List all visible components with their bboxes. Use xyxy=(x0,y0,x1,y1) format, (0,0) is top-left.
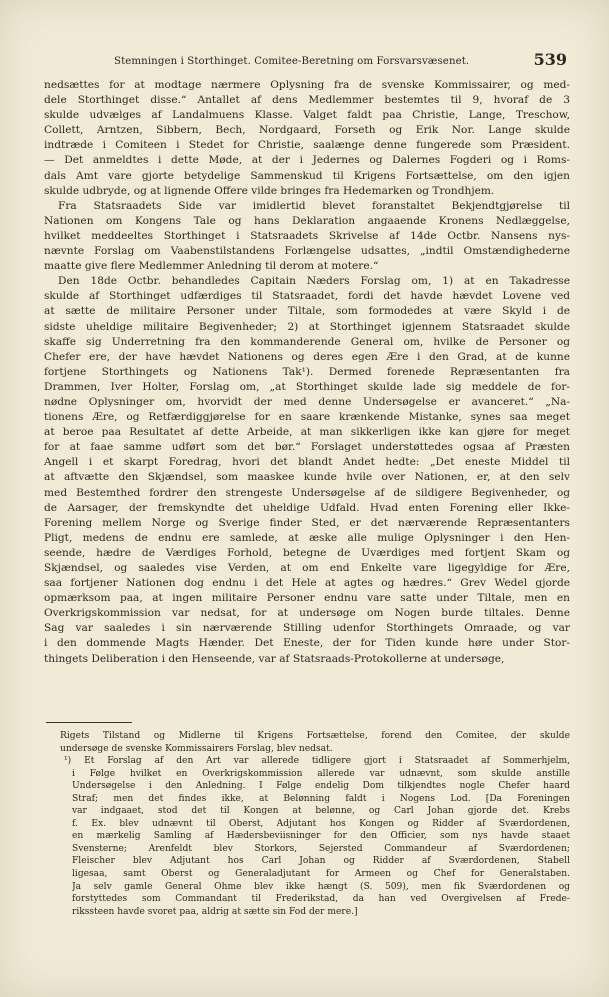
text-line: i den dommende Magts Hænder. Det Eneste, der for Tiden kunde høre under Stor- xyxy=(44,637,570,650)
text-line: Nationen om Kongens Tale og hans Deklaration angaaende Kronens Nedlæggelse, xyxy=(44,214,570,227)
text-line: sidste uheldige militaire Begivenheder; 2) at Storthinget igjennem Statsraadet skulde xyxy=(44,320,570,333)
text-line: dals Amt vare gjorte betydelige Sammenskud til Krigens Fortsættelse, om den igjen xyxy=(44,169,570,182)
text-line: Pligt, medens de endnu ere samlede, at æske alle mulige Oplysninger i den Hen- xyxy=(44,531,570,544)
text-line: opmærksom paa, at ingen militaire Personer endnu vare satte under Tiltale, men en xyxy=(44,592,570,605)
paragraph xyxy=(44,274,570,666)
footnotes xyxy=(60,730,570,918)
page-number: 539 xyxy=(533,50,567,69)
text-line: Forening mellem Norge og Sverige finder Sted, er det nærværende Repræsentanters xyxy=(44,516,570,529)
text-line: Collett, Arntzen, Sibbern, Bech, Nordgaard, Forseth og Erik Nor. Lange skulde xyxy=(44,124,570,137)
paragraph xyxy=(44,78,570,199)
text-line: saa fortjener Nationen dog endnu i det Hele at agtes og hædres.“ Grev Wedel gjorde xyxy=(44,577,570,590)
text-line: Fra Statsraadets Side var imidlertid blevet foranstaltet Bekjendtgjørelse til xyxy=(58,199,570,212)
footnote-separator xyxy=(46,722,132,723)
footnote-line: en mærkelig Samling af Hædersbeviisninger for den Officier, som nys havde staaet xyxy=(72,831,570,842)
footnote-line: var indgaaet, stod det til Kongen at belønne, og Carl Johan gjorde det. Krebs xyxy=(72,806,570,817)
text-line: tionens Ære, og Retfærdiggjørelse for en saare krænkende Mistanke, synes saa meget xyxy=(44,411,570,424)
footnote-block xyxy=(60,730,570,755)
text-line: dele Storthinget disse.“ Antallet af dens Medlemmer bestemtes til 9, hvoraf de 3 xyxy=(44,94,570,107)
footnote-line: Fleischer blev Adjutant hos Carl Johan og Ridder af Sværdordenen, Stabell xyxy=(72,856,570,867)
footnote-line: ¹) Et Forslag af den Art var allerede tidligere gjort i Statsraadet af Sommerhjelm, xyxy=(64,756,570,767)
footnote-line: Rigets Tilstand og Midlerne til Krigens Fortsættelse, forend den Comitee, der skulde xyxy=(60,731,570,741)
text-line: at aftvætte den Skjændsel, som maaskee kunde hvile over Nationen, er, at den selv xyxy=(44,471,570,484)
text-line: at sætte de militaire Personer under Tiltale, som formodedes at være Skyld i de xyxy=(44,305,570,318)
footnote-line: undersøge de svenske Kommissairers Forslag, blev nedsat. xyxy=(60,743,333,754)
text-line: indtræde i Comiteen i Stedet for Christie, saalænge denne fungerede som Præsident. xyxy=(44,139,570,152)
text-line: skulde udbryde, og at lignende Offere vilde bringes fra Hedemarken og Trondhjem. xyxy=(44,184,495,197)
text-line: at beroe paa Resultatet af dette Arbeide, at man sikkerligen ikke kan gjøre for meget xyxy=(44,426,570,439)
text-line: Skjændsel, og saaledes vise Verden, at om end Enkelte vare ligegyldige for Ære, xyxy=(44,562,570,574)
text-line: for at faae samme udført som det bør.“ Forslaget understøttedes ogsaa af Præsten xyxy=(44,441,570,454)
footnote-line: forstyttedes som Commandant til Frederikstad, da han ved Overgivelsen af Frede- xyxy=(72,894,570,905)
running-title: Stemningen i Storthinget. Comitee-Beretning om Forsvarsvæsenet. xyxy=(114,56,470,67)
text-line: Angell i et skarpt Foredrag, hvori det blandt Andet hedte: „Det eneste Middel til xyxy=(44,456,570,469)
footnote-line: Svensterne; Arenfeldt blev Storkors, Sejersted Commandeur af Sværdordenen; xyxy=(72,843,570,854)
footnote-line: ligesaa, samt Oberst og Generaladjutant for Armeen og Chef for Generalstaben. xyxy=(72,869,570,880)
text-line: nødne Oplysninger om, hvorvidt der med denne Undersøgelse er avanceret.“ „Na- xyxy=(44,395,570,408)
footnote-block xyxy=(60,755,570,918)
text-line: nævnte Forslag om Vaabenstilstandens Forlængelse udsattes, „indtil Omstændighederne xyxy=(44,245,570,258)
text-line: nedsættes for at modtage nærmere Oplysning fra de svenske Kommissairer, og med- xyxy=(44,79,570,91)
text-line: seende, hædre de Værdiges Forhold, betegne de Uværdiges med fortjent Skam og xyxy=(44,546,570,559)
text-line: hvilket meddeeltes Storthinget i Statsraadets Skrivelse af 14de Octbr. Nansens nys- xyxy=(44,229,570,242)
text-line: Chefer ere, der have hævdet Nationens og deres egen Ære i den Grad, at de kunne xyxy=(44,350,570,363)
text-line: Den 18de Octbr. behandledes Capitain Næders Forslag om, 1) at en Takadresse xyxy=(58,275,570,288)
text-line: skaffe sig Underretning fra den kommanderende General om, hvilke de Personer og xyxy=(44,335,570,348)
text-line: thingets Deliberation i den Henseende, var af Statsraads-Protokollerne at undersøge, xyxy=(44,652,505,665)
main-text xyxy=(44,78,570,667)
footnote-line: Undersøgelse i den Anledning. I Følge endelig Dom tilkjendtes nogle Chefer haard xyxy=(72,781,570,792)
footnote-line: Ja selv gamle General Ohme blev ikke hængt (S. 509), men fik Sværdordenen og xyxy=(72,881,570,892)
text-line: skulde af Storthinget udfærdiges til Statsraadet, fordi det havde hævdet Lovene ved xyxy=(44,290,570,303)
footnote-line: rikssteen havde svoret paa, aldrig at sætte sin Fod der mere.] xyxy=(72,906,358,917)
text-line: Overkrigskommission var nedsat, for at undersøge om Nogen burde tiltales. Denne xyxy=(44,607,570,620)
text-line: maatte give flere Medlemmer Anledning til derom at motere.“ xyxy=(44,260,379,273)
text-line: skulde udvælges af Landalmuens Klasse. Valget faldt paa Christie, Lange, Treschow, xyxy=(44,109,570,122)
text-line: med Bestemthed fordrer den strengeste Undersøgelse af de sildigere Begivenheder, og xyxy=(44,486,570,499)
text-line: de Aarsager, der fremskyndte det uheldige Udfald. Hvad enten Forening eller Ikke- xyxy=(44,501,570,514)
footnote-line: i Følge hvilket en Overkrigskommission allerede var udnævnt, som skulde anstille xyxy=(72,768,570,779)
text-line: Drammen, Iver Holter, Forslag om, „at Storthinget skulde lade sig meddele de for- xyxy=(44,380,570,393)
paragraph xyxy=(44,199,570,274)
text-line: fortjene Storthingets og Nationens Tak¹). Dermed forenede Repræsentanten fra xyxy=(44,365,570,378)
page-header xyxy=(44,50,569,72)
text-line: Sag var saaledes i sin nærværende Stilling udenfor Storthingets Omraade, og var xyxy=(44,622,570,635)
text-line: — Det anmeldtes i dette Møde, at der i Jedernes og Dalernes Fogderi og i Roms- xyxy=(44,154,570,167)
footnote-line: Straf; men det findes ikke, at Belønning faldt i Nogens Lod. [Da Foreningen xyxy=(72,793,570,804)
footnote-line: f. Ex. blev udnævnt til Oberst, Adjutant hos Kongen og Ridder af Sværdordenen, xyxy=(72,818,570,829)
